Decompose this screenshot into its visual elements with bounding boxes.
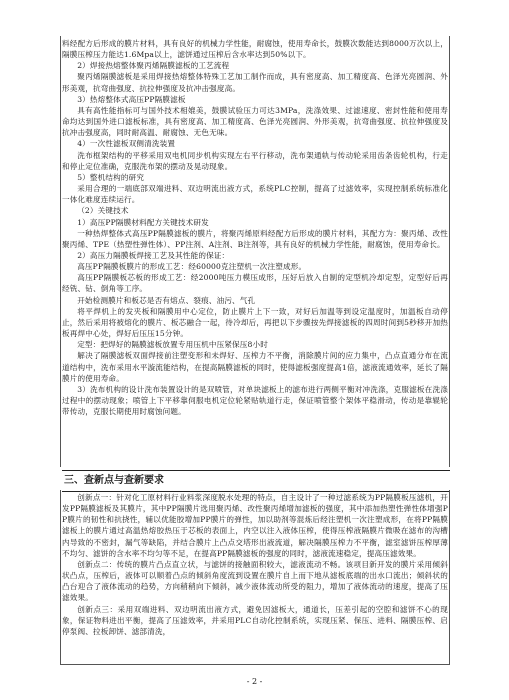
paragraph-key-2e: 定型：把焊好的隔膜滤板放置专用压机中压紧保压8小时: [77, 340, 269, 350]
heading-key-tech: （2）关键技术: [77, 206, 129, 216]
paragraph-innovation-1: 创新点一：针对化工原材料行业料浆深度脱水处理的特点，自主设计了一种过滤系统为PP隔膜板压滤机，开发PP隔膜滤板及其膜片，其中PP隔膜片选用聚丙烯、改性聚丙烯增加滤板的强度，其中添加热塑性弹性体增强PP膜片的韧性和抗挠性，辅以优能胶增加PP膜片的弹性，加以助剂等混炼后经注塑机一次注塑成形，在将PP隔膜滤板上的膜片通过高温热熔胶热压于芯板的表面上，内空以注入液体压榨，使得压榨液隔膜片微吸在滤布的沟槽内导致的不密封，漏气等缺陷，并结合膜片上凸点交塔形出液流道，解决隔膜压榨力不平衡，滤室滤饼压榨厚薄不均匀、滤饼的含水率不均匀等不足，在提高PP隔膜滤板的强度的同时，滤液流速稳定，提高压滤效果。: [62, 493, 448, 558]
paragraph-key-3: 3）洗布机构的设计洗布装置设计的是双喷管，对单块滤板上的滤布进行两侧平衡对冲洗涤，克服滤板在洗涤过程中的摆动现象；喷管上下平移靠伺服电机定位轮紧贴轨道行走，保证喷管整个架体平稳滑动，传动是靠辊轮带传动，克服长期使用时腐蚀问题。: [62, 384, 448, 417]
paragraph-flow: 聚丙烯隔膜滤板是采用焊接热熔整体特殊工艺加工制作而成，具有密度高、加工精度高、色泽光亮圆润、外形美观，抗弯曲强度、抗拉伸强度及抗冲击强度高。: [62, 72, 448, 93]
paragraph-innovation-2: 创新点二：传统的膜片凸点直立状，与滤饼的接触面积较大，滤液流动不畅。该项目新开发的膜片采用倾斜状凸点，压榨后，液体可以顺着凸点的倾斜角度流到设置在膜片自上而下地从滤板底端的出水口流出；倾斜状的凸台迎合了液体流动的趋势，方向稍稍向下倾斜，减少液体流动所受的阻力，增加了液体流动的速度，提高了压滤效果。: [62, 559, 448, 603]
heading-key-1: 1）高压PP隔膜材料配方关键技术研发: [77, 217, 209, 227]
heading-flow: 2）焊接热熔整体聚丙烯隔膜滤板的工艺流程: [77, 61, 230, 71]
frame-left-border-2: [60, 490, 61, 664]
paragraph-hot-melt: 具有高性能指标可与国外技术相媲美，鼓膜试验压力可达3MPa，洗涤效果、过滤速度、密封性能和使用寿命均达到国外进口滤板标准，具有密度高、加工精度高、色泽光亮圆润、外形美观，抗弯曲强度、抗拉伸强度及抗冲击强度高，同时耐高温、耐腐蚀、无色无味。: [62, 105, 448, 138]
paragraph-key-2f: 解决了隔膜滤板双面焊接前注塑变形和未焊好、压榨力不平衡，消除膜片间的应力集中，凸点直通分布在流道结构中，洗布采用水平漩流能结构，在提高隔膜滤板的同时，使得滤板强度提高1倍，滤液流通效率，延长了隔膜片的使用寿命。: [62, 351, 448, 383]
section-3-heading: 三、查新点与查新要求: [62, 470, 450, 492]
paragraph-key-1: 一种热焊整体式高压PP隔膜滤板的膜片，将聚丙烯原料经配方后形成的膜片材料，其配方为：聚丙烯、改性聚丙烯、TPE（热塑性弹性体）、PP注剂、A注剂、B注剂等，具有良好的机械力学性能，耐腐蚀，使用寿命长。: [62, 228, 448, 249]
section-2-content: [62, 38, 448, 417]
paragraph-key-2a: 高压PP隔膜板膜片的形成工艺：经60000克注塑机一次注塑成形。: [77, 262, 307, 272]
heading-key-2: 2）高压力隔膜板焊接工艺及其性能的保证：: [77, 250, 230, 260]
paragraph-material: 料经配方后形成的膜片材料，具有良好的机械力学性能，耐腐蚀，使用寿命长，鼓膜次数能达到8000万次以上，隔膜压榨压力能达1.6Mpa以上，滤饼通过压榨后含水率达到50%以下。: [62, 39, 448, 60]
paragraph-key-2b: 高压PP隔膜板芯板的形成工艺：经2000吨压力模压成形，压好后放入自制的定型机冷却定型，定型好后再经铣、钻、倒角等工序。: [62, 273, 448, 294]
section-3-content: [62, 492, 448, 637]
paragraph-innovation-3: 创新点三：采用双端进料、双边明流出液方式，避免因滤板大，通道长，压差引起的空腔和滤饼不心的现象，保证物料进出平衡，提高了压滤效率，并采用PLC自动化控制系统，实现压紧、保压、进料、隔膜压榨、启停泵阀、拉板卸饼、滤部清洗，: [62, 604, 448, 636]
paragraph-washing: 洗布框架结构的平移采用双电机同步机构实现左右平行移动，洗布架通轨与传动轮采用齿条齿轮机构，行走和停止定位准确，克服洗布架的摆动及晃动现象。: [62, 150, 448, 171]
frame-right-border: [449, 36, 450, 467]
frame-bottom-border: [60, 664, 450, 665]
heading-washing: 4）一次性滤板双侧清洗装置: [77, 139, 176, 149]
frame-left-border: [60, 36, 61, 467]
paragraph-key-2d: 将平焊机上的发夹板和隔膜用中心定位，防止膜片上下一致，对好后加温等到设定温度时，加温板自动停止，然后采用将被熔化的膜片、板芯融合一起，待冷却后，再把以下步骤按先焊接滤板的四周时间到5秒移开加热板再焊中心处，焊好后压压15分钟。: [62, 306, 448, 339]
heading-machine: 5）整机结构的研究: [77, 172, 145, 182]
heading-hot-melt: 3）热熔整体式高压PP隔膜滤板: [77, 94, 186, 104]
page-number: - 2 -: [246, 677, 263, 686]
paragraph-machine: 采用合理的一端底部双端进料、双边明流出液方式，系统PLC控制，提高了过滤效率，实现控制系统标准化一体化难度连续运行。: [62, 184, 448, 205]
paragraph-key-2c: 开始检测膜片和板芯是否有熔点、裂痕、油污、气孔: [77, 295, 256, 305]
frame-right-border-2: [449, 490, 450, 664]
